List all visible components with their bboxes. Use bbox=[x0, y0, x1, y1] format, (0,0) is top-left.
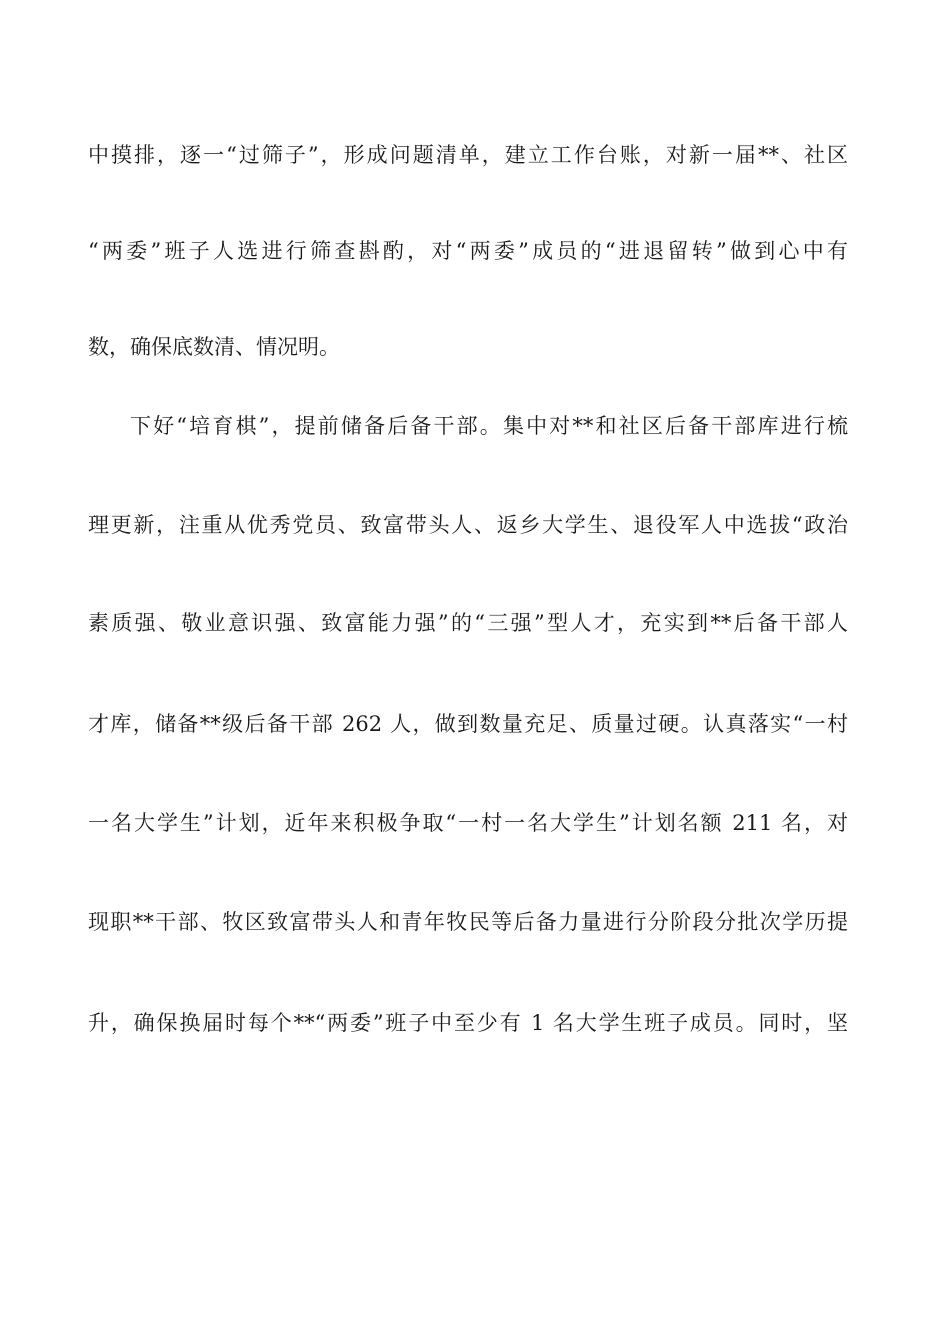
text-line: 一名大学生”计划，近年来积极争取“一村一名大学生”计划名额 211 名，对 bbox=[88, 811, 848, 835]
paragraph-start-line: 下好“培育棋”，提前储备后备干部。集中对**和社区后备干部库进行梳 bbox=[130, 414, 848, 438]
text-line: 数，确保底数清、情况明。 bbox=[88, 335, 340, 359]
text-line: 才库，储备**级后备干部 262 人，做到数量充足、质量过硬。认真落实“一村 bbox=[88, 712, 848, 736]
text-line: “两委”班子人选进行筛查斟酌，对“两委”成员的“进退留转”做到心中有 bbox=[88, 239, 848, 263]
text-line: 现职**干部、牧区致富带头人和青年牧民等后备力量进行分阶段分批次学历提 bbox=[88, 910, 848, 934]
text-line: 升，确保换届时每个**“两委”班子中至少有 1 名大学生班子成员。同时，坚 bbox=[88, 1011, 848, 1035]
text-line: 理更新，注重从优秀党员、致富带头人、返乡大学生、退役军人中选拔“政治 bbox=[88, 513, 848, 537]
text-line: 素质强、敬业意识强、致富能力强”的“三强”型人才，充实到**后备干部人 bbox=[88, 611, 848, 635]
text-line: 中摸排，逐一“过筛子”，形成问题清单，建立工作台账，对新一届**、社区 bbox=[88, 143, 848, 167]
